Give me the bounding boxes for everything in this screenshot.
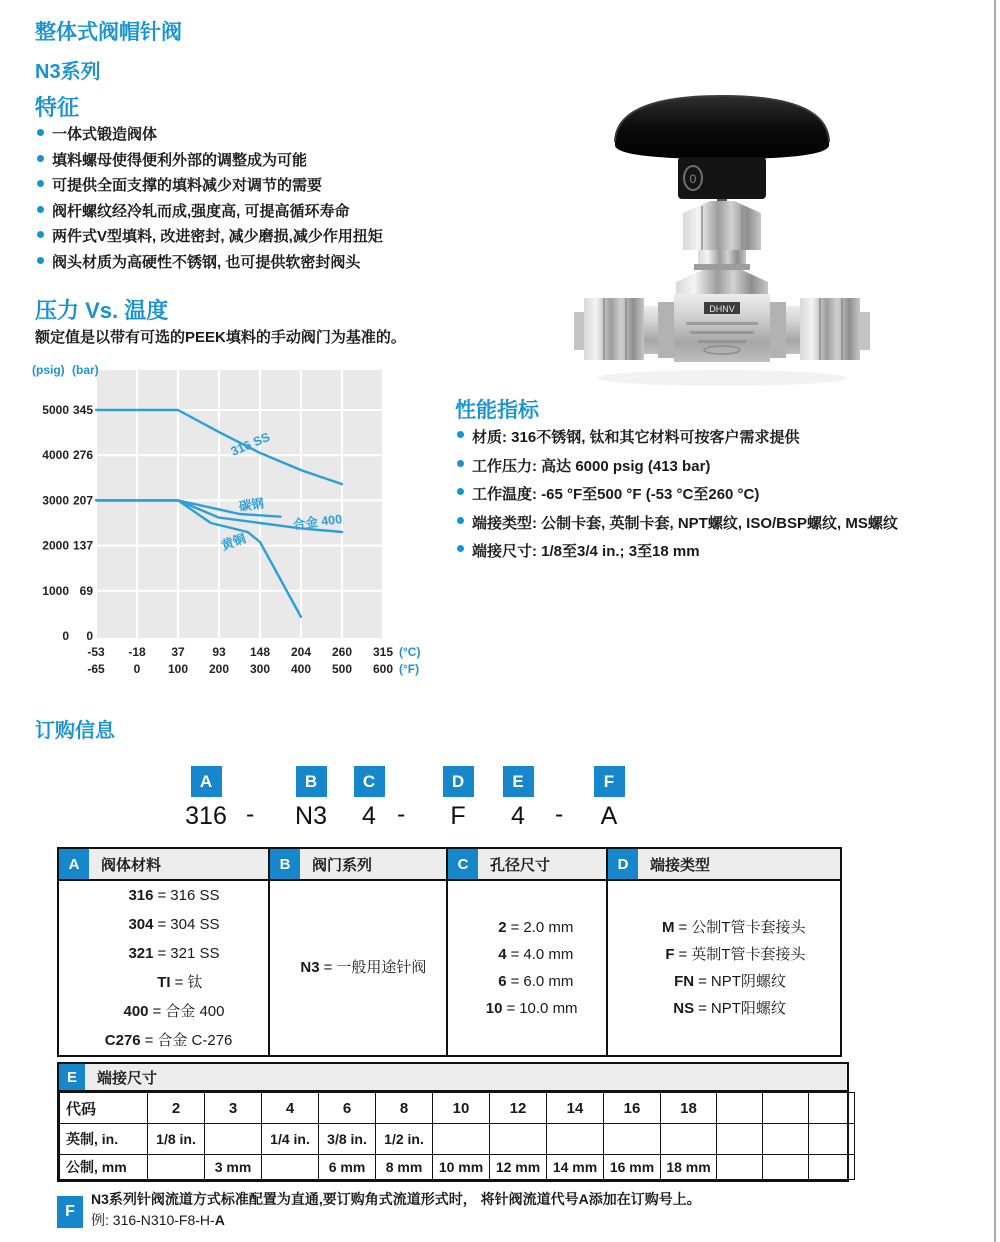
- page-title: 整体式阀帽针阀: [35, 21, 182, 44]
- y-tick-psig: 2000: [42, 538, 69, 553]
- e-cell: 3/8 in.: [319, 1124, 376, 1155]
- e-cell: [763, 1124, 809, 1155]
- x-tick-f: 300: [249, 662, 271, 676]
- spec-item: 工作温度: -65 °F至500 °F (-53 °C至260 °C): [455, 481, 987, 510]
- e-row-label: 代码: [60, 1093, 148, 1124]
- x-tick-c: 37: [171, 645, 185, 659]
- series-label: 316 SS: [228, 429, 273, 459]
- feature-item: 两件式V型填料, 改进密封, 减少磨损,减少作用扭矩: [35, 224, 465, 250]
- order-code-letter-badge: D: [443, 766, 474, 797]
- y-tick-bar: 0: [86, 629, 93, 643]
- option-equals: =: [678, 919, 688, 936]
- e-cell: [717, 1124, 763, 1155]
- order-table-option: [643, 914, 806, 941]
- order-code-value: A: [600, 802, 618, 830]
- x-tick-c: -53: [87, 645, 105, 659]
- pressure-temp-chart-svg: [25, 358, 460, 680]
- feature-item: 可提供全面支撑的填料减少对调节的需要: [35, 173, 465, 199]
- option-equals: =: [506, 1000, 516, 1017]
- e-table-letter-badge: E: [59, 1064, 85, 1090]
- spec-item: 工作压力: 高达 6000 psig (413 bar): [455, 453, 987, 482]
- e-table-title: 端接尺寸: [97, 1069, 158, 1087]
- ordering-code-assembly: [0, 766, 1000, 836]
- x-tick-c: 148: [249, 645, 271, 659]
- e-cell: [661, 1124, 717, 1155]
- y-tick-bar: 137: [72, 538, 93, 553]
- order-code-group: [495, 766, 541, 831]
- order-table-option: [481, 941, 574, 968]
- order-table-letter-badge: C: [448, 849, 478, 879]
- option-code: N3: [300, 959, 320, 976]
- x-tick-f: 600: [372, 662, 394, 676]
- e-cell: 10 mm: [433, 1155, 490, 1180]
- e-cell: 14 mm: [547, 1155, 604, 1180]
- order-table-D: [606, 847, 842, 1057]
- x-tick-f: -65: [87, 662, 105, 676]
- e-cell: 3: [205, 1093, 262, 1124]
- x-tick-f: 500: [331, 662, 353, 676]
- e-cell: [763, 1155, 809, 1180]
- order-code-group: [346, 766, 392, 831]
- svg-text:0: 0: [689, 172, 697, 186]
- order-code-value: 4: [362, 802, 376, 830]
- product-photo: [552, 82, 892, 394]
- option-description: 一般用途针阀: [336, 959, 427, 976]
- ordering-option-tables: [57, 847, 842, 1057]
- option-equals: =: [698, 1000, 707, 1017]
- option-equals: =: [510, 919, 520, 936]
- order-table-option: [476, 995, 577, 1022]
- order-table-A: [57, 847, 270, 1057]
- order-code-group: [183, 766, 229, 831]
- order-code-letter-badge: B: [296, 766, 327, 797]
- y-unit-bar: (bar): [72, 363, 99, 377]
- y-unit-psig: (psig): [32, 363, 65, 377]
- order-table-options: [270, 881, 446, 1055]
- option-code: C276: [104, 1032, 141, 1049]
- order-table-title: 孔径尺寸: [490, 856, 551, 874]
- e-cell: 6: [319, 1093, 376, 1124]
- page-edge-line: [994, 0, 996, 1242]
- order-table-title: 阀门系列: [312, 856, 373, 874]
- e-cell: 3 mm: [205, 1155, 262, 1180]
- order-table-header: [448, 849, 606, 881]
- order-table-option: [108, 939, 220, 968]
- order-table-letter-badge: B: [270, 849, 300, 879]
- e-cell: [604, 1124, 661, 1155]
- specs-list: [455, 424, 987, 567]
- order-table-letter-badge: D: [608, 849, 638, 879]
- feature-item: 阀头材质为高硬性不锈钢, 也可提供软密封阀头: [35, 250, 465, 276]
- option-description: NPT阳螺纹: [710, 1000, 786, 1017]
- order-code-value: 316: [185, 802, 227, 830]
- order-table-option: [108, 881, 220, 910]
- f-note-example-code: A: [214, 1212, 225, 1228]
- e-row-inch: [60, 1124, 855, 1155]
- order-table-option: [481, 968, 574, 995]
- series-subtitle: N3系列: [35, 61, 101, 83]
- order-table-title: 阀体材料: [101, 856, 162, 874]
- option-description: 2.0 mm: [523, 919, 574, 936]
- e-cell: [717, 1155, 763, 1180]
- valve-logo-text: DHNV: [709, 304, 735, 314]
- order-table-header: [59, 849, 268, 881]
- x-tick-c: 93: [212, 645, 226, 659]
- pressure-temperature-chart: [25, 358, 460, 680]
- order-table-option: [662, 968, 786, 995]
- e-table-header: [59, 1064, 847, 1092]
- e-cell: 14: [547, 1093, 604, 1124]
- option-equals: =: [174, 974, 184, 991]
- option-description: 英制T管卡套接头: [691, 946, 806, 963]
- option-description: 321 SS: [170, 945, 220, 962]
- x-tick-c: 260: [331, 645, 353, 659]
- e-cell: 1/2 in.: [376, 1124, 433, 1155]
- e-cell: [148, 1155, 205, 1180]
- e-cell: 12: [490, 1093, 547, 1124]
- e-cell: 1/8 in.: [148, 1124, 205, 1155]
- option-description: 316 SS: [170, 887, 220, 904]
- option-code: 2: [498, 919, 507, 936]
- order-code-group: [586, 766, 632, 831]
- order-code-value: N3: [295, 802, 327, 830]
- e-cell: 1/4 in.: [262, 1124, 319, 1155]
- x-tick-c: 204: [290, 645, 312, 659]
- e-cell: 8 mm: [376, 1155, 433, 1180]
- series-label: 黄铜: [219, 531, 248, 554]
- e-cell: [490, 1124, 547, 1155]
- order-table-options: [608, 881, 840, 1055]
- order-table-header: [608, 849, 840, 881]
- option-code: NS: [673, 1000, 695, 1017]
- e-cell: [205, 1124, 262, 1155]
- x-unit-c: (°C): [399, 645, 421, 659]
- option-equals: =: [157, 945, 167, 962]
- features-heading: 特征: [35, 95, 80, 120]
- series-label: 碳钢: [238, 496, 265, 514]
- order-code-letter-badge: E: [503, 766, 534, 797]
- e-cell: 12 mm: [490, 1155, 547, 1180]
- e-cell: [809, 1124, 855, 1155]
- option-equals: =: [510, 946, 520, 963]
- e-cell: 18 mm: [661, 1155, 717, 1180]
- option-equals: =: [157, 916, 167, 933]
- needle-valve-illustration: [552, 82, 892, 394]
- order-code-group: [288, 766, 334, 831]
- flow-path-note: [57, 1189, 857, 1231]
- y-tick-psig: 5000: [42, 403, 69, 417]
- order-code-group: [435, 766, 481, 831]
- option-description: 10.0 mm: [519, 1000, 578, 1017]
- order-code-dash: -: [555, 800, 564, 828]
- series-label: 合金 400: [292, 512, 343, 532]
- f-note-letter-badge: F: [57, 1196, 83, 1228]
- f-note-line2: [91, 1210, 857, 1231]
- e-cell: 8: [376, 1093, 433, 1124]
- e-cell: [717, 1093, 763, 1124]
- order-table-title: 端接类型: [650, 856, 711, 874]
- order-code-letter-badge: C: [354, 766, 385, 797]
- option-code: F: [665, 946, 675, 963]
- e-cell: 18: [661, 1093, 717, 1124]
- option-code: M: [662, 919, 675, 936]
- end-connection-size-table: [57, 1062, 849, 1182]
- e-cell: 16 mm: [604, 1155, 661, 1180]
- e-row-label: 公制, mm: [60, 1155, 148, 1180]
- option-description: 合金 400: [165, 1003, 225, 1020]
- ordering-heading: 订购信息: [35, 720, 115, 742]
- option-description: NPT阴螺纹: [710, 973, 786, 990]
- option-code: 304: [128, 916, 154, 933]
- e-cell: [809, 1093, 855, 1124]
- y-tick-bar: 276: [72, 448, 93, 463]
- f-note-line1: N3系列针阀流道方式标准配置为直通,要订购角式流道形式时， 将针阀流道代号A添加在订购号上。: [91, 1191, 701, 1207]
- spec-item: 材质: 316不锈钢, 钛和其它材料可按客户需求提供: [455, 424, 987, 453]
- order-code-dash: -: [397, 800, 406, 828]
- order-table-option: [108, 910, 220, 939]
- features-list: [35, 122, 465, 275]
- spec-item: 端接尺寸: 1/8至3/4 in.; 3至18 mm: [455, 538, 987, 567]
- option-description: 304 SS: [170, 916, 220, 933]
- e-cell: 10: [433, 1093, 490, 1124]
- order-table-option: [643, 941, 806, 968]
- order-table-B: [268, 847, 448, 1057]
- order-code-letter-badge: F: [594, 766, 625, 797]
- option-code: FN: [674, 973, 695, 990]
- f-note-text: [91, 1189, 857, 1231]
- order-code-letter-badge: A: [191, 766, 222, 797]
- option-code: TI: [157, 974, 171, 991]
- x-tick-f: 100: [167, 662, 189, 676]
- e-cell: 4: [262, 1093, 319, 1124]
- x-unit-f: (°F): [399, 662, 420, 676]
- order-table-letter-badge: A: [59, 849, 89, 879]
- order-table-option: [125, 968, 203, 997]
- pressure-temp-caption: 额定值是以带有可选的PEEK填料的手动阀门为基准的。: [35, 329, 406, 346]
- e-row-mm: [60, 1155, 855, 1180]
- order-table-option: [481, 914, 574, 941]
- order-code-dash: -: [246, 800, 255, 828]
- e-cell: 16: [604, 1093, 661, 1124]
- spec-item: 端接类型: 公制卡套, 英制卡套, NPT螺纹, ISO/BSP螺纹, MS螺纹: [455, 510, 987, 539]
- option-equals: =: [698, 973, 707, 990]
- x-tick-f: 400: [290, 662, 312, 676]
- option-code: 4: [498, 946, 507, 963]
- x-tick-f: 200: [208, 662, 230, 676]
- option-code: 10: [485, 1000, 503, 1017]
- y-tick-bar: 345: [72, 403, 93, 417]
- order-table-option: [103, 997, 225, 1026]
- y-tick-psig: 0: [62, 629, 69, 643]
- option-code: 400: [123, 1003, 149, 1020]
- e-cell: [809, 1155, 855, 1180]
- option-description: 4.0 mm: [523, 946, 574, 963]
- specs-heading: 性能指标: [455, 399, 539, 422]
- option-equals: =: [152, 1003, 162, 1020]
- y-tick-bar: 207: [72, 493, 93, 508]
- e-cell: [763, 1093, 809, 1124]
- option-description: 公制T管卡套接头: [691, 919, 806, 936]
- order-table-header: [270, 849, 446, 881]
- e-cell: 2: [148, 1093, 205, 1124]
- y-tick-psig: 4000: [42, 448, 69, 463]
- e-row-label: 英制, in.: [60, 1124, 148, 1155]
- option-code: 316: [128, 887, 154, 904]
- option-equals: =: [144, 1032, 154, 1049]
- option-code: 321: [128, 945, 154, 962]
- e-cell: [262, 1155, 319, 1180]
- order-table-option: [290, 955, 427, 981]
- y-tick-psig: 1000: [42, 583, 69, 598]
- order-table-options: [59, 881, 268, 1055]
- option-equals: =: [510, 973, 520, 990]
- option-equals: =: [157, 887, 167, 904]
- option-description: 钛: [187, 974, 203, 991]
- option-description: 合金 C-276: [157, 1032, 233, 1049]
- y-tick-psig: 3000: [42, 493, 69, 508]
- option-equals: =: [323, 959, 333, 976]
- feature-item: 一体式锻造阀体: [35, 122, 465, 148]
- order-table-C: [446, 847, 608, 1057]
- e-cell: [547, 1124, 604, 1155]
- e-table-grid: [59, 1092, 855, 1180]
- option-description: 6.0 mm: [523, 973, 574, 990]
- e-cell: 6 mm: [319, 1155, 376, 1180]
- order-table-options: [448, 881, 606, 1055]
- e-row-codes: [60, 1093, 855, 1124]
- order-code-value: F: [450, 802, 466, 830]
- order-table-option: [95, 1026, 233, 1055]
- option-equals: =: [678, 946, 688, 963]
- option-code: 6: [498, 973, 507, 990]
- e-cell: [433, 1124, 490, 1155]
- x-tick-c: -18: [128, 645, 146, 659]
- x-tick-c: 315: [372, 645, 394, 659]
- x-tick-f: 0: [133, 662, 141, 676]
- order-code-value: 4: [511, 802, 525, 830]
- feature-item: 填料螺母使得便利外部的调整成为可能: [35, 148, 465, 174]
- pressure-temp-heading: 压力 Vs. 温度: [35, 298, 169, 323]
- f-note-example-prefix: 例: 316-N310-F8-H-: [91, 1212, 215, 1228]
- y-tick-bar: 69: [79, 583, 93, 598]
- feature-item: 阀杆螺纹经冷轧而成,强度高, 可提高循环寿命: [35, 199, 465, 225]
- order-table-option: [662, 995, 786, 1022]
